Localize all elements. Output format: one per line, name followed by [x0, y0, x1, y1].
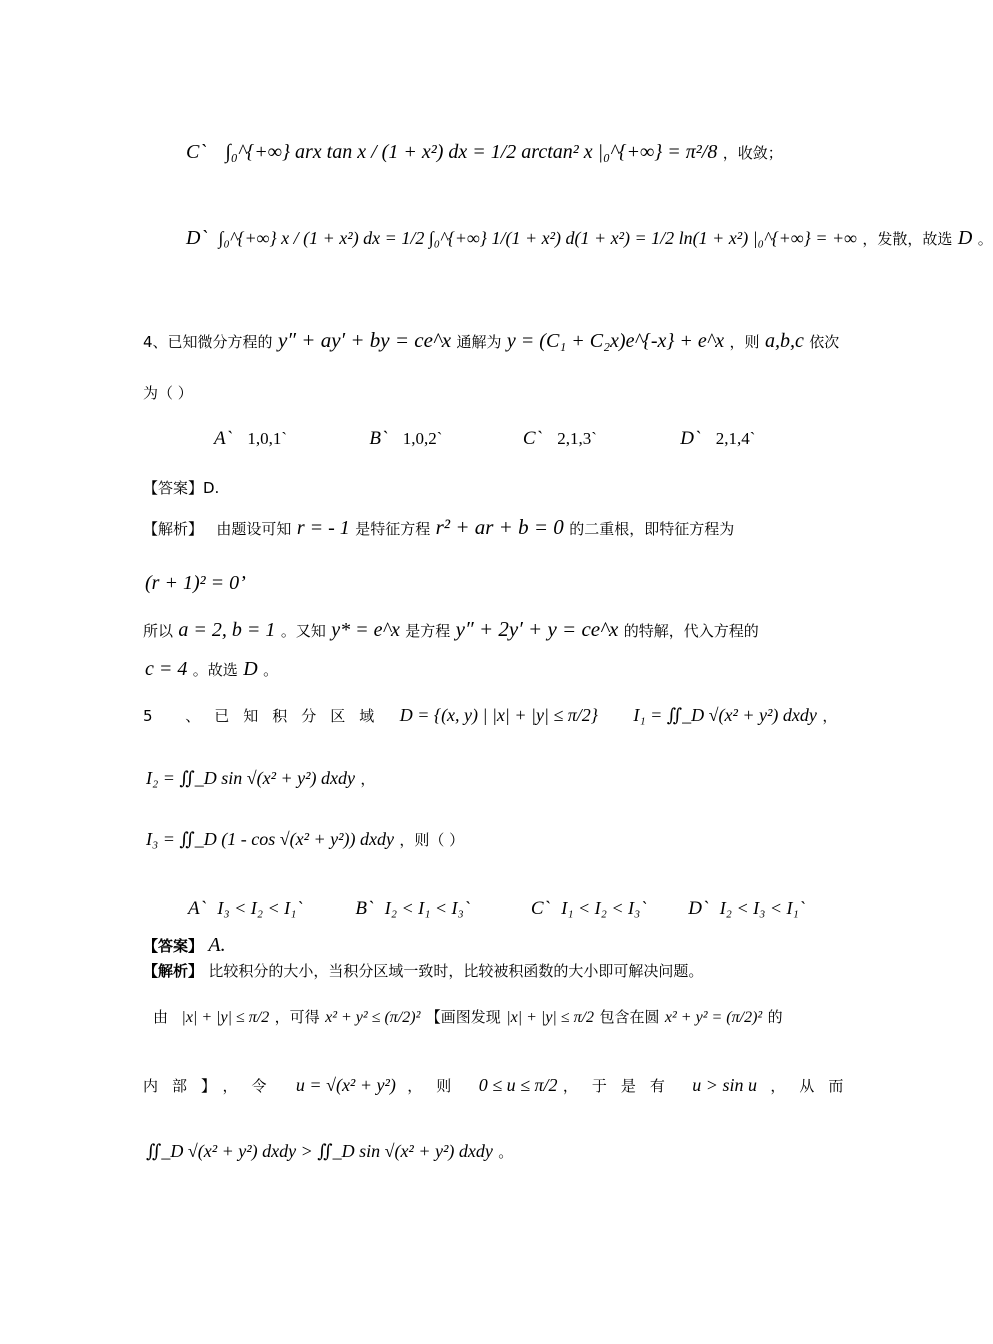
q5-option-a-letter: A` [188, 898, 206, 919]
q5-option-d-letter: D` [688, 898, 709, 919]
q4-vars: a,b,c [764, 330, 804, 352]
q4-analysis-3d: y* = e^x [331, 619, 400, 641]
q5-analysis-line4 [146, 1141, 513, 1163]
option-c-line [186, 140, 783, 164]
q5-l3f: u > sin u [692, 1075, 757, 1095]
q5-l2h: x² + y² = (π/2)² [664, 1009, 763, 1026]
q5-option-c [531, 898, 683, 921]
q4-analysis-line1 [143, 515, 734, 540]
q4-analysis-3b: a = 2, b = 1 [178, 619, 276, 641]
q4-option-d [680, 428, 755, 451]
q4-analysis-4b: 。故选 [192, 661, 238, 679]
q5-answer-label: 【答案】 [143, 937, 204, 955]
q4-tail: ，则 [729, 333, 760, 351]
q4-analysis-3c: 。又知 [280, 622, 326, 640]
q4-option-c-value: 2,1,3` [557, 429, 597, 448]
q5-option-a-value: I₃ < I₂ < I₁` [217, 898, 303, 918]
q5-l2c: ，可得 [274, 1008, 320, 1026]
q5-i2: I₂ = ∬_D sin √(x² + y²) dxdy [146, 768, 355, 788]
q5-answer [143, 933, 226, 957]
q4-option-a [214, 428, 364, 451]
q4-analysis-line4 [145, 657, 278, 681]
q4-stem-line2: 为（ ） [143, 384, 193, 402]
q5-l3a: 内部】，令 [143, 1077, 281, 1095]
q5-stem-line1 [143, 705, 837, 727]
q4-stem-line1 [143, 328, 839, 353]
q4-analysis-3a: 所以 [143, 622, 174, 640]
q5-options [188, 898, 805, 921]
q4-equation: y″ + ay′ + by = ce^x [277, 328, 452, 352]
q5-l2b: |x| + |y| ≤ π/2 [181, 1009, 270, 1026]
q4-analysis-line3 [143, 617, 759, 642]
q4-analysis-3g: 的特解，代入方程的 [623, 622, 759, 640]
q5-answer-value: A. [208, 934, 226, 956]
option-c-formula: ∫₀^{+∞} arx tan x / (1 + x²) dx = 1/2 arctan² x |₀^{+∞} = π²/8 [225, 141, 718, 163]
q5-i2-tail: ， [360, 770, 376, 788]
q4-option-b-letter: B` [369, 428, 388, 449]
q5-i1-tail: ， [822, 707, 838, 725]
q5-option-b-value: I₂ < I₁ < I₃` [384, 898, 470, 918]
q5-analysis-line1 [143, 961, 703, 981]
q5-l3c: ，则 [407, 1077, 466, 1095]
q5-l3g: ，从而 [770, 1077, 858, 1095]
q4-analysis-1e: 的二重根，即特征方程为 [569, 520, 735, 538]
q5-l3b: u = √(x² + y²) [295, 1075, 396, 1095]
q5-analysis-label: 【解析】 [143, 962, 204, 980]
q4-analysis-3f: y″ + 2y′ + y = ce^x [455, 617, 619, 641]
q5-analysis-line3 [143, 1075, 857, 1097]
q5-prefix: 5 、已知积分区域 [143, 707, 389, 725]
q5-option-b-letter: B` [355, 898, 374, 919]
q4-analysis-4c: D [243, 658, 258, 680]
q4-analysis-1c: 是特征方程 [355, 520, 431, 538]
q5-stem-line3 [146, 829, 464, 851]
q4-prefix: 4、已知微分方程的 [143, 333, 273, 351]
q4-option-d-value: 2,1,4` [715, 429, 756, 448]
q4-option-c-letter: C` [522, 428, 542, 449]
q4-option-a-value: 1,0,1` [247, 429, 288, 448]
q4-analysis-1a: 由题设可知 [216, 520, 292, 538]
q5-option-c-value: I₁ < I₂ < I₃` [561, 898, 647, 918]
q5-analysis-line2 [153, 1007, 783, 1027]
q5-option-c-letter: C` [530, 898, 550, 919]
q4-analysis-3e: 是方程 [405, 622, 451, 640]
option-d-tail: ，发散，故选 [862, 230, 953, 248]
option-c-tail: ，收敛； [722, 144, 783, 162]
option-d-line [186, 226, 993, 250]
q4-option-a-letter: A` [214, 428, 232, 449]
q5-option-d [688, 898, 805, 921]
q4-analysis-label: 【解析】 [143, 520, 204, 538]
q5-domain: D = {(x, y) | |x| + |y| ≤ π/2} [399, 705, 598, 725]
q5-l2d: x² + y² ≤ (π/2)² [325, 1009, 421, 1026]
q4-option-c [523, 428, 675, 451]
q5-i3-tail: ，则（ ） [399, 831, 465, 849]
q5-l2a: 由 [153, 1008, 169, 1026]
q5-l3e: ，于是有 [562, 1077, 679, 1095]
q5-l3d: 0 ≤ u ≤ π/2 [478, 1075, 558, 1095]
q5-l2g: 包含在圆 [599, 1008, 660, 1026]
q5-l4a: ∬_D √(x² + y²) dxdy > ∬_D sin √(x² + y²) dxdy [146, 1141, 493, 1161]
q4-options [214, 428, 755, 451]
option-d-formula: ∫₀^{+∞} x / (1 + x²) dx = 1/2 ∫₀^{+∞} 1/(1 + x²) d(1 + x²) = 1/2 ln(1 + x²) |₀^{+∞} = +∞ [218, 228, 857, 248]
option-d-end: 。 [977, 230, 993, 248]
q5-analysis-1: 比较积分的大小，当积分区域一致时，比较被积函数的大小即可解决问题。 [208, 962, 704, 980]
option-c-label: C` [186, 141, 206, 163]
option-d-label: D` [186, 227, 208, 249]
q4-answer: 【答案】D. [143, 479, 220, 497]
q5-l2f: |x| + |y| ≤ π/2 [506, 1009, 595, 1026]
q4-analysis-1b: r = - 1 [296, 517, 350, 539]
q4-mid: 通解为 [456, 333, 502, 351]
q4-option-d-letter: D` [680, 428, 701, 449]
q5-l2i: 的 [767, 1008, 783, 1026]
q4-analysis-4a: c = 4 [145, 658, 188, 680]
q4-option-b [369, 428, 517, 451]
q4-analysis-1d: r² + ar + b = 0 [435, 515, 564, 539]
q5-option-b [355, 898, 525, 921]
q5-option-a [188, 898, 350, 921]
q4-analysis-line2: (r + 1)² = 0’ [145, 572, 246, 594]
q4-end: 依次 [809, 333, 840, 351]
q4-analysis-4d: 。 [263, 661, 279, 679]
q5-stem-line2 [146, 768, 375, 790]
q5-i3: I₃ = ∬_D (1 - cos √(x² + y²)) dxdy [146, 829, 394, 849]
q5-i1: I₁ = ∬_D √(x² + y²) dxdy [633, 705, 817, 725]
q4-option-b-value: 1,0,2` [402, 429, 443, 448]
q5-l2e: 【画图发现 [425, 1008, 501, 1026]
q5-option-d-value: I₂ < I₃ < I₁` [719, 898, 805, 918]
q5-l4b: 。 [498, 1143, 514, 1161]
q4-solution: y = (C₁ + C₂x)e^{-x} + e^x [506, 330, 725, 352]
option-d-choice: D [957, 227, 973, 249]
